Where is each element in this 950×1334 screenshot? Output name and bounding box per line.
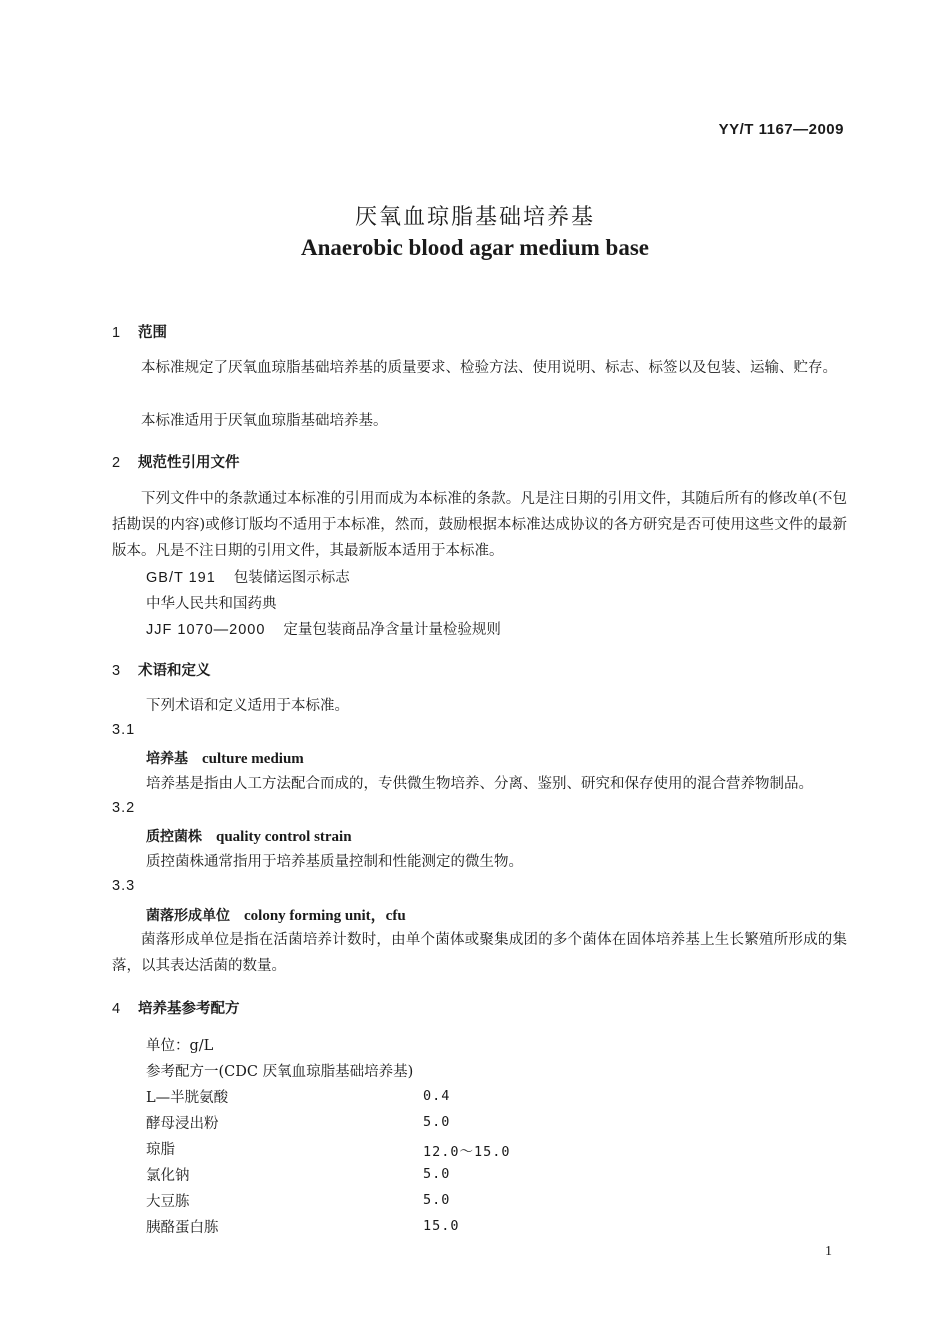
ingredient-value: 5.0 xyxy=(423,1114,451,1130)
section-title: 范围 xyxy=(138,325,167,341)
formula-title: 参考配方一(CDC 厌氧血琼脂基础培养基) xyxy=(146,1064,414,1080)
term-heading xyxy=(146,748,304,768)
ingredient-value: 0.4 xyxy=(423,1088,451,1104)
section-1-paragraph-2: 本标准适用于厌氧血琼脂基础培养基。 xyxy=(141,413,388,429)
reference-code: GB/T 191 xyxy=(146,570,216,586)
reference-item xyxy=(146,565,350,591)
ingredient-value: 5.0 xyxy=(423,1166,451,1182)
ingredient-name: 胰酪蛋白胨 xyxy=(146,1220,219,1236)
ingredient-name: 氯化钠 xyxy=(146,1168,190,1184)
section-number: 4 xyxy=(112,1001,121,1017)
term-number: 3.2 xyxy=(112,800,136,816)
section-2-heading xyxy=(112,451,240,472)
section-1-paragraph-1: 本标准规定了厌氧血琼脂基础培养基的质量要求、检验方法、使用说明、标志、标签以及包装、运输、贮存。 xyxy=(141,360,837,376)
term-en: colony forming unit，cfu xyxy=(244,908,406,924)
reference-code: JJF 1070—2000 xyxy=(146,622,266,638)
section-4-heading xyxy=(112,997,240,1018)
term-definition: 质控菌株通常指用于培养基质量控制和性能测定的微生物。 xyxy=(146,854,523,870)
term-definition: 菌落形成单位是指在活菌培养计数时，由单个菌体或聚集成团的多个菌体在固体培养基上生长繁殖所形成的集落，以其表达活菌的数量。 xyxy=(112,932,847,974)
unit-label: 单位：g/L xyxy=(146,1038,214,1054)
ingredient-value: 12.0～15.0 xyxy=(423,1144,511,1160)
term-heading xyxy=(146,904,406,925)
section-2-paragraph: 下列文件中的条款通过本标准的引用而成为本标准的条款。凡是注日期的引用文件，其随后所有的修改单(不包括勘误的内容)或修订版均不适用于本标准，然而，鼓励根据本标准达成协议的各方研究是否可使用这些文件的最新版本。凡是不注日期的引用文件，其最新版本适用于本标准。 xyxy=(112,491,847,559)
section-number: 1 xyxy=(112,325,121,341)
ingredient-name: 大豆胨 xyxy=(146,1194,190,1210)
reference-name: 中华人民共和国药典 xyxy=(146,596,277,612)
term-cn: 菌落形成单位 xyxy=(146,908,230,924)
term-cn: 培养基 xyxy=(146,751,188,767)
term-en: quality control strain xyxy=(216,829,352,845)
document-title-en: Anaerobic blood agar medium base xyxy=(300,235,649,260)
document-title-cn: 厌氧血琼脂基础培养基 xyxy=(354,205,595,230)
reference-name: 定量包装商品净含量计量检验规则 xyxy=(283,622,501,638)
section-3-intro: 下列术语和定义适用于本标准。 xyxy=(146,698,349,714)
ingredient-name: 酵母浸出粉 xyxy=(146,1116,219,1132)
ingredient-name: L—半胱氨酸 xyxy=(146,1090,229,1106)
section-title: 培养基参考配方 xyxy=(138,1001,240,1017)
term-cn: 质控菌株 xyxy=(146,829,202,845)
section-number: 2 xyxy=(112,455,121,471)
term-heading xyxy=(146,826,352,846)
section-title: 规范性引用文件 xyxy=(138,455,240,471)
section-1-heading xyxy=(112,321,167,342)
term-en: culture medium xyxy=(202,751,304,767)
section-number: 3 xyxy=(112,663,121,679)
reference-item xyxy=(146,591,277,617)
ingredient-name: 琼脂 xyxy=(146,1142,175,1158)
standard-code: YY/T 1167—2009 xyxy=(718,121,844,138)
term-definition: 培养基是指由人工方法配合而成的，专供微生物培养、分离、鉴别、研究和保存使用的混合营养物制品。 xyxy=(146,776,813,792)
ingredient-value: 15.0 xyxy=(423,1218,460,1234)
section-3-heading xyxy=(112,659,211,680)
term-number: 3.1 xyxy=(112,722,136,738)
ingredient-value: 5.0 xyxy=(423,1192,451,1208)
section-title: 术语和定义 xyxy=(138,663,211,679)
term-number: 3.3 xyxy=(112,878,136,894)
page-number: 1 xyxy=(825,1244,832,1259)
reference-name: 包装储运图示标志 xyxy=(233,570,350,586)
reference-item xyxy=(146,617,501,643)
